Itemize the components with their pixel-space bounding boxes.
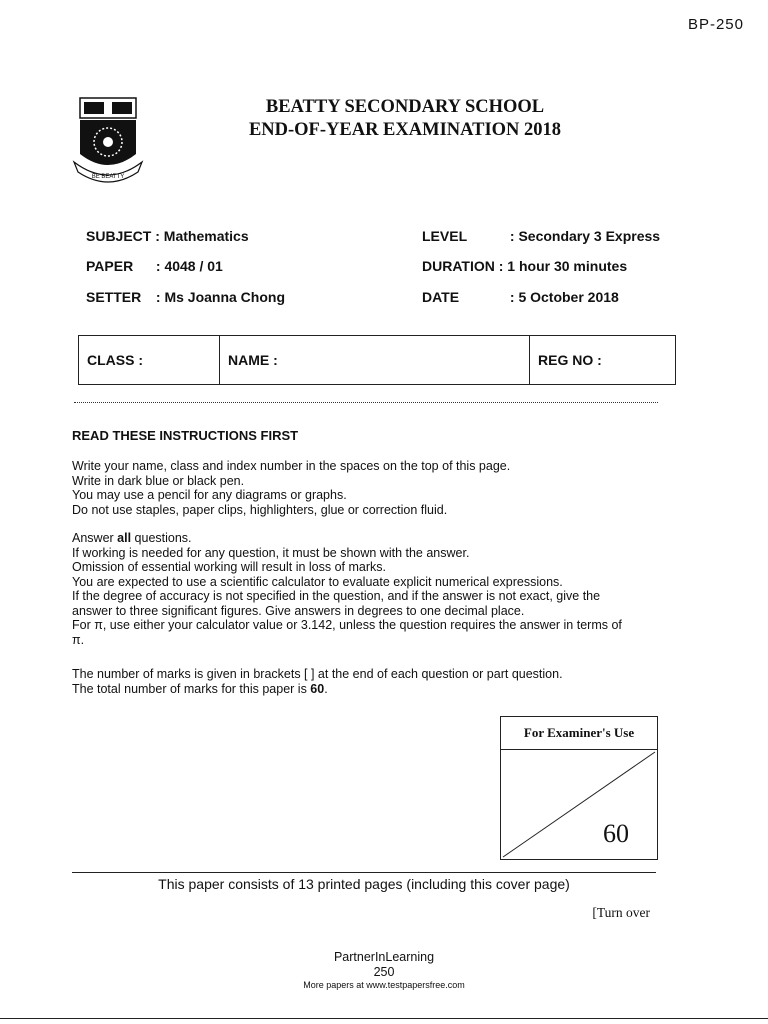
paper-row <box>86 258 223 274</box>
instruction-line: answer to three significant figures. Give answers in degrees to one decimal place. <box>72 603 525 618</box>
level-value: : Secondary 3 Express <box>509 228 661 244</box>
instructions-heading: READ THESE INSTRUCTIONS FIRST <box>72 428 299 443</box>
subject-value: Mathematics <box>163 228 249 244</box>
document-code: BP-250 <box>687 16 744 33</box>
instruction-line: You may use a pencil for any diagrams or graphs. <box>72 488 347 502</box>
footer-brand: PartnerInLearning <box>333 950 435 964</box>
turn-over: [Turn over <box>592 905 650 920</box>
subject-row <box>86 228 249 244</box>
instruction-line: Answer all questions. <box>72 531 192 545</box>
footer-number: 250 <box>373 965 395 979</box>
page-count-note: This paper consists of 13 printed pages (including this cover page) <box>158 876 570 892</box>
date-row <box>422 289 619 305</box>
instruction-line: Omission of essential working will result in loss of marks. <box>72 560 386 574</box>
instruction-line: Write in dark blue or black pen. <box>72 473 245 488</box>
date-label: DATE <box>422 289 460 305</box>
exam-title <box>190 96 620 142</box>
instruction-line: π. <box>72 632 85 647</box>
footer-rule <box>72 872 656 873</box>
examiner-use-box <box>500 716 658 860</box>
instructions-block-2 <box>72 531 682 647</box>
page-bottom-edge <box>0 1018 768 1019</box>
class-field[interactable]: CLASS : <box>79 336 220 384</box>
instruction-line: The number of marks is given in brackets [ ] at the end of each question or part question. <box>72 667 563 681</box>
instructions-block-1 <box>72 459 682 517</box>
examiner-diagonal <box>501 750 657 859</box>
school-name: BEATTY SECONDARY SCHOOL <box>265 97 545 117</box>
name-field[interactable]: NAME : <box>220 336 530 384</box>
setter-row <box>86 289 285 305</box>
dotted-divider <box>74 402 658 403</box>
level-row <box>422 228 660 244</box>
paper-value: : 4048 / 01 <box>155 258 223 274</box>
footer-more-link[interactable]: More papers at www.testpapersfree.com <box>303 980 465 990</box>
instructions-block-3 <box>72 667 682 696</box>
duration-value: 1 hour 30 minutes <box>507 258 628 274</box>
instruction-line: If the degree of accuracy is not specified in the question, and if the answer is not exact, give the <box>72 589 601 603</box>
subject-label: SUBJECT : <box>86 228 160 244</box>
student-id-box <box>78 335 676 385</box>
total-marks: 60 <box>603 819 629 848</box>
setter-label: SETTER <box>86 289 142 305</box>
duration-label: DURATION : <box>422 258 504 274</box>
instruction-line: Do not use staples, paper clips, highlighters, glue or correction fluid. <box>72 502 448 517</box>
school-crest <box>72 96 144 186</box>
instruction-line: If working is needed for any question, it must be shown with the answer. <box>72 545 470 560</box>
duration-row <box>422 258 627 274</box>
paper-label: PAPER <box>86 258 134 274</box>
reg-no-field[interactable]: REG NO : <box>538 352 602 368</box>
instruction-line: For π, use either your calculator value or 3.142, unless the question requires the answer in terms of <box>72 618 622 632</box>
level-label: LEVEL <box>422 228 468 244</box>
exam-name: END-OF-YEAR EXAMINATION 2018 <box>248 120 562 140</box>
svg-text:BE BEATTY: BE BEATTY <box>91 174 125 180</box>
instruction-line: The total number of marks for this paper is 60. <box>72 681 328 696</box>
instruction-line: Write your name, class and index number in the spaces on the top of this page. <box>72 459 511 473</box>
setter-value: : Ms Joanna Chong <box>155 289 286 305</box>
instruction-line: You are expected to use a scientific calculator to evaluate explicit numerical expressions. <box>72 574 563 589</box>
date-value: : 5 October 2018 <box>509 289 619 305</box>
examiner-heading: For Examiner's Use <box>501 717 657 750</box>
